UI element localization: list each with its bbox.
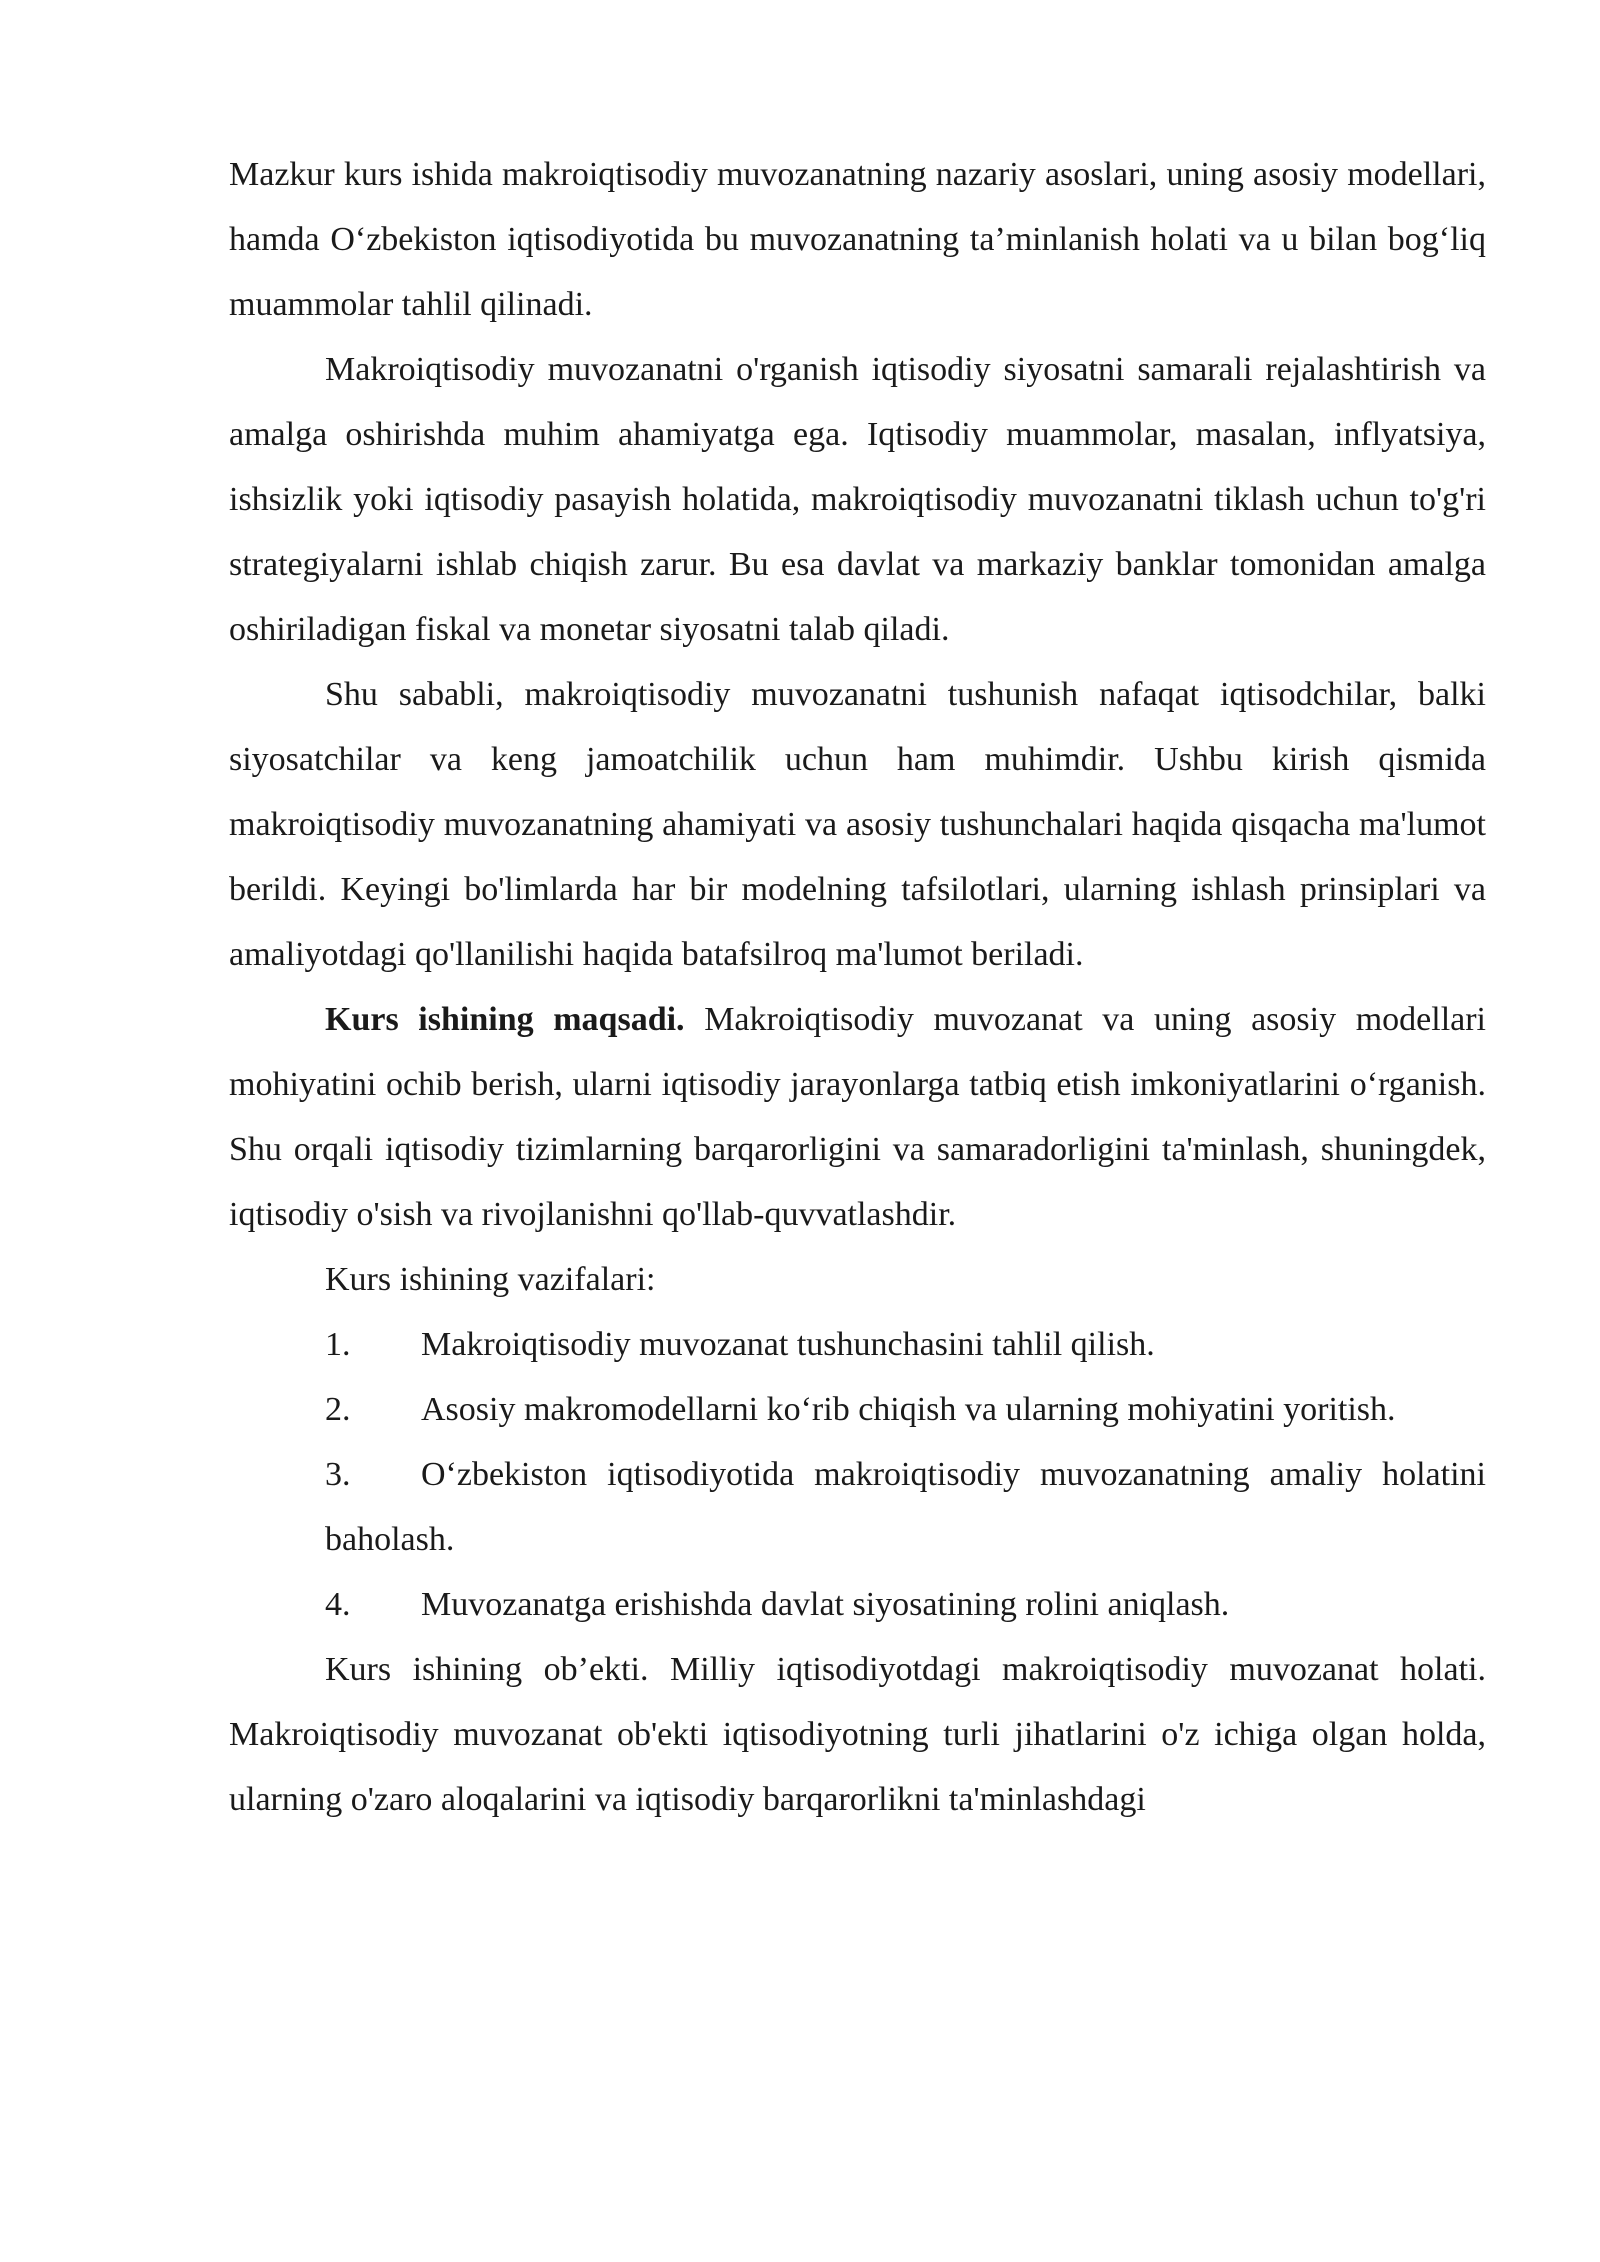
task-text: Asosiy makromodellarni ko‘rib chiqish va ularning mohiyatini yoritish. bbox=[421, 1391, 1396, 1428]
tasks-heading: Kurs ishining vazifalari: bbox=[325, 1261, 656, 1298]
paragraph-importance: Makroiqtisodiy muvozanatni o'rganish iqtisodiy siyosatni samarali rejalashtirish va amalga oshirishda muhim ahamiyatga ega. Iqtisodiy muammolar, masalan, inflyatsiya, ishsizlik yoki iqtisodiy pasayish holatida, makroiqtisodiy muvozanatni tiklash uchun to'g'ri strategiyalarni ishlab chiqish zarur. Bu esa davlat va markaziy banklar tomonidan amalga oshiriladigan fiskal va monetar siyosatni talab qiladi. bbox=[229, 351, 1486, 648]
goal-heading: Kurs ishining maqsadi. bbox=[325, 1001, 685, 1038]
task-text: O‘zbekiston iqtisodiyotida makroiqtisodiy muvozanatning amaliy holatini baholash. bbox=[325, 1456, 1486, 1558]
task-item-1 bbox=[325, 1312, 1486, 1377]
task-item-2 bbox=[325, 1377, 1486, 1442]
task-number: 4. bbox=[325, 1586, 351, 1623]
goal-text: Makroiqtisodiy muvozanat va uning asosiy modellari mohiyatini ochib berish, ularni iqtisodiy jarayonlarga tatbiq etish imkoniyatlarini o‘rganish. Shu orqali iqtisodiy tizimlarning barqarorligini va samaradorligini ta'minlash, shuningdek, iqtisodiy o'sish va rivojlanishni qo'llab-quvvatlashdir. bbox=[229, 1001, 1486, 1233]
paragraph-goal bbox=[229, 987, 1486, 1247]
document-page bbox=[229, 142, 1486, 1832]
task-number: 2. bbox=[325, 1391, 351, 1428]
task-text: Muvozanatga erishishda davlat siyosatining rolini aniqlash. bbox=[421, 1586, 1230, 1623]
task-number: 1. bbox=[325, 1326, 351, 1363]
task-item-3 bbox=[325, 1442, 1486, 1572]
paragraph-intro: Mazkur kurs ishida makroiqtisodiy muvozanatning nazariy asoslari, uning asosiy modellari, hamda O‘zbekiston iqtisodiyotida bu muvozanatning ta’minlanish holati va u bilan bog‘liq muammolar tahlil qilinadi. bbox=[229, 156, 1486, 323]
paragraph-object: Kurs ishining ob’ekti. Milliy iqtisodiyotdagi makroiqtisodiy muvozanat holati. Makroiqtisodiy muvozanat ob'ekti iqtisodiyotning turli jihatlarini o'z ichiga olgan holda, ularning o'zaro aloqalarini va iqtisodiy barqarorlikni ta'minlashdagi bbox=[229, 1651, 1486, 1818]
task-number: 3. bbox=[325, 1456, 351, 1493]
task-item-4 bbox=[325, 1572, 1486, 1637]
paragraph-understanding: Shu sababli, makroiqtisodiy muvozanatni tushunish nafaqat iqtisodchilar, balki siyosatchilar va keng jamoatchilik uchun ham muhimdir. Ushbu kirish qismida makroiqtisodiy muvozanatning ahamiyati va asosiy tushunchalari haqida qisqacha ma'lumot berildi. Keyingi bo'limlarda har bir modelning tafsilotlari, ularning ishlash prinsiplari va amaliyotdagi qo'llanilishi haqida batafsilroq ma'lumot beriladi. bbox=[229, 676, 1486, 973]
task-text: Makroiqtisodiy muvozanat tushunchasini tahlil qilish. bbox=[421, 1326, 1155, 1363]
